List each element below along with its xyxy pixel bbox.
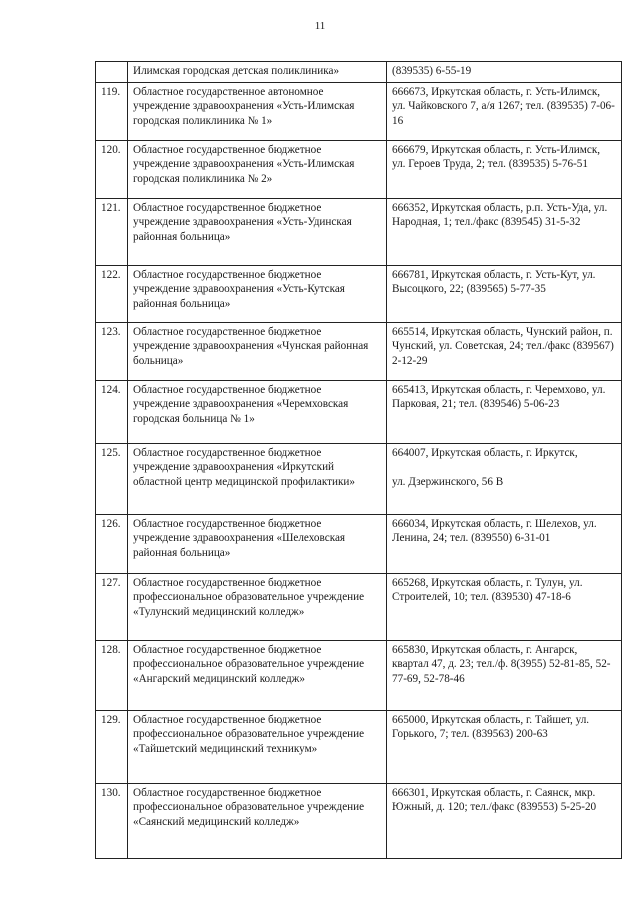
row-number: 126.: [96, 515, 128, 574]
institutions-table: [95, 61, 622, 859]
institution-name: Областное государственное бюджетное учреждение здравоохранения «Черемховская городская больница № 1»: [128, 381, 387, 444]
row-number: 123.: [96, 323, 128, 381]
institution-address: (839535) 6-55-19: [387, 62, 622, 83]
row-number: 129.: [96, 711, 128, 784]
row-number: 124.: [96, 381, 128, 444]
institution-address: 666301, Иркутская область, г. Саянск, мкр. Южный, д. 120; тел./факс (839553) 5-25-20: [387, 784, 622, 859]
table-row: [96, 323, 622, 381]
table-row: [96, 266, 622, 323]
institution-address: 665000, Иркутская область, г. Тайшет, ул. Горького, 7; тел. (839563) 200-63: [387, 711, 622, 784]
institution-address: 666781, Иркутская область, г. Усть-Кут, ул. Высоцкого, 22; (839565) 5-77-35: [387, 266, 622, 323]
row-number: [96, 62, 128, 83]
table-row: [96, 199, 622, 266]
table-row: [96, 641, 622, 711]
table-row: [96, 574, 622, 641]
institution-name: Илимская городская детская поликлиника»: [128, 62, 387, 83]
institution-name: Областное государственное бюджетное профессиональное образовательное учреждение «Саянский медицинский колледж»: [128, 784, 387, 859]
institution-address: 665413, Иркутская область, г. Черемхово, ул. Парковая, 21; тел. (839546) 5-06-23: [387, 381, 622, 444]
row-number: 122.: [96, 266, 128, 323]
institution-name: Областное государственное бюджетное учреждение здравоохранения «Усть-Кутская районная больница»: [128, 266, 387, 323]
institution-name: Областное государственное бюджетное профессиональное образовательное учреждение «Тайшетский медицинский техникум»: [128, 711, 387, 784]
institution-address: 666352, Иркутская область, р.п. Усть-Уда, ул. Народная, 1; тел./факс (839545) 31-5-32: [387, 199, 622, 266]
institution-name: Областное государственное бюджетное учреждение здравоохранения «Иркутский областной центр медицинской профилактики»: [128, 444, 387, 515]
row-number: 130.: [96, 784, 128, 859]
table-row: [96, 784, 622, 859]
page-number: 11: [314, 20, 326, 32]
row-number: 125.: [96, 444, 128, 515]
table-row: [96, 711, 622, 784]
institution-address: 666034, Иркутская область, г. Шелехов, ул. Ленина, 24; тел. (839550) 6-31-01: [387, 515, 622, 574]
row-number: 121.: [96, 199, 128, 266]
institution-name: Областное государственное бюджетное учреждение здравоохранения «Усть-Удинская районная больница»: [128, 199, 387, 266]
table-row: [96, 62, 622, 83]
institution-address: 665830, Иркутская область, г. Ангарск, квартал 47, д. 23; тел./ф. 8(3955) 52-81-85, 52-77-69, 52-78-46: [387, 641, 622, 711]
table-row: [96, 444, 622, 515]
table-row: [96, 515, 622, 574]
institution-address: 664007, Иркутская область, г. Иркутск, ул. Дзержинского, 56 В: [387, 444, 622, 515]
institution-name: Областное государственное бюджетное учреждение здравоохранения «Усть-Илимская городская поликлиника № 2»: [128, 141, 387, 199]
row-number: 120.: [96, 141, 128, 199]
institution-name: Областное государственное автономное учреждение здравоохранения «Усть-Илимская городская поликлиника № 1»: [128, 83, 387, 141]
institution-address: 666679, Иркутская область, г. Усть-Илимск, ул. Героев Труда, 2; тел. (839535) 5-76-51: [387, 141, 622, 199]
institution-name: Областное государственное бюджетное профессиональное образовательное учреждение «Ангарский медицинский колледж»: [128, 641, 387, 711]
institution-address: 665514, Иркутская область, Чунский район, п. Чунский, ул. Советская, 24; тел./факс (839567) 2-12-29: [387, 323, 622, 381]
table-row: [96, 381, 622, 444]
institution-name: Областное государственное бюджетное учреждение здравоохранения «Шелеховская районная больница»: [128, 515, 387, 574]
institution-address: 665268, Иркутская область, г. Тулун, ул. Строителей, 10; тел. (839530) 47-18-6: [387, 574, 622, 641]
row-number: 119.: [96, 83, 128, 141]
institution-name: Областное государственное бюджетное профессиональное образовательное учреждение «Тулунский медицинский колледж»: [128, 574, 387, 641]
institution-name: Областное государственное бюджетное учреждение здравоохранения «Чунская районная больница»: [128, 323, 387, 381]
row-number: 127.: [96, 574, 128, 641]
table-row: [96, 141, 622, 199]
row-number: 128.: [96, 641, 128, 711]
institution-address: 666673, Иркутская область, г. Усть-Илимск, ул. Чайковского 7, а/я 1267; тел. (839535) 7-06-16: [387, 83, 622, 141]
table-row: [96, 83, 622, 141]
